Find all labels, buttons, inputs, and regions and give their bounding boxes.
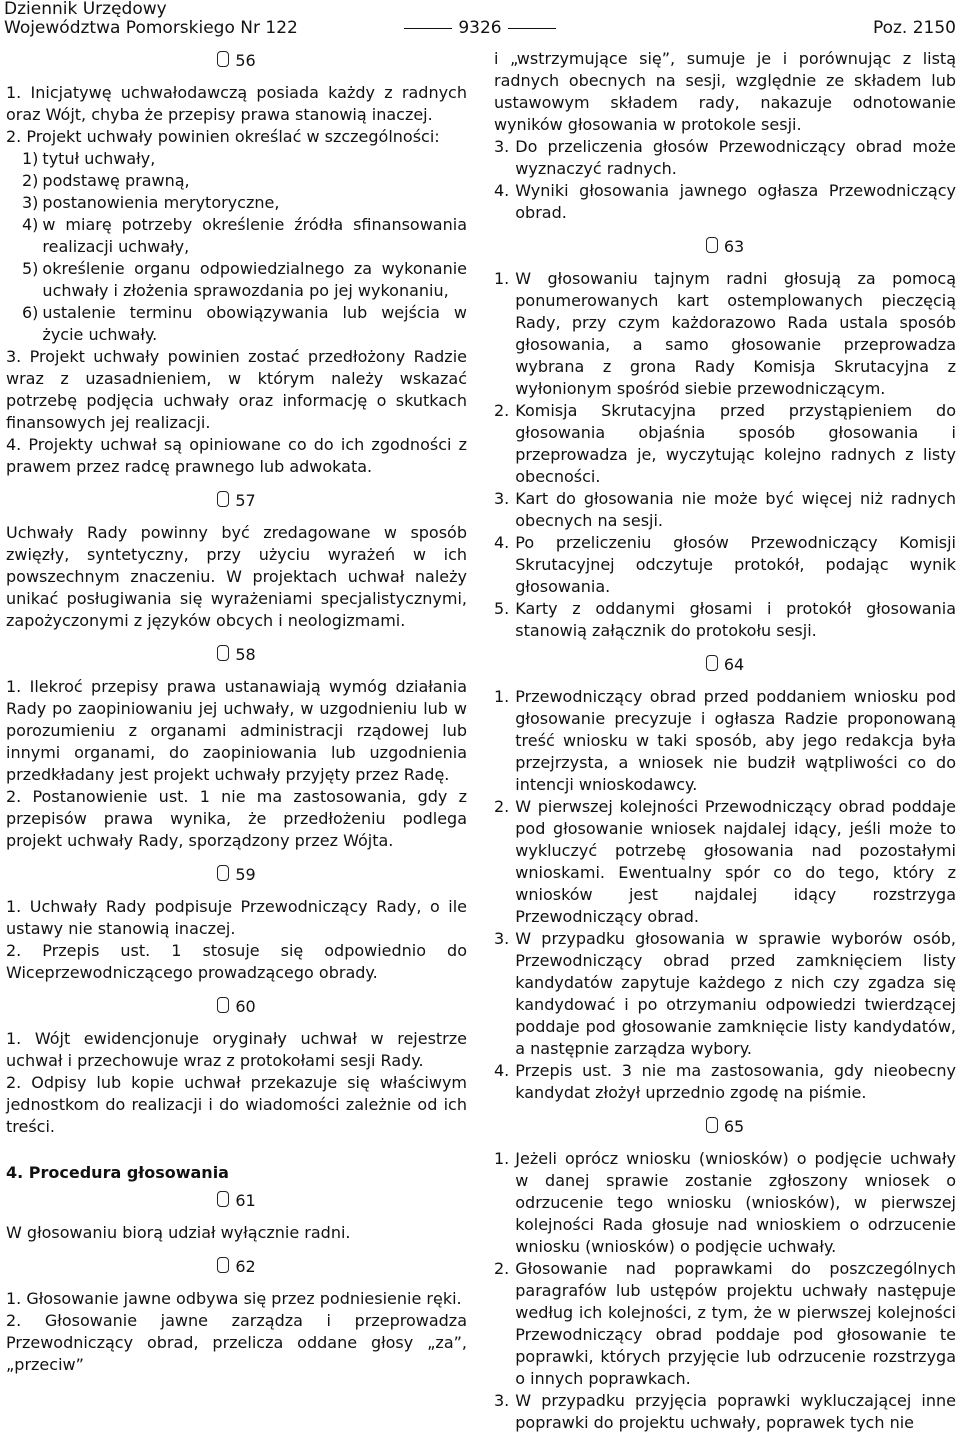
section-number: 60 bbox=[235, 997, 256, 1016]
section-sign-icon bbox=[706, 1117, 718, 1133]
list-item-text: W przypadku przyjęcia poprawki wykluczającej inne poprawki do projektu uchwały, poprawek tych nie bbox=[515, 1391, 956, 1432]
paragraph: 1. Wójt ewidencjonuje oryginały uchwał w rejestrze uchwał i przechowuje wraz z protokołami sesji Rady. bbox=[6, 1029, 467, 1070]
section-heading-59 bbox=[6, 864, 467, 886]
list-item-number: 2. bbox=[494, 1259, 510, 1278]
list-item-text: Komisja Skrutacyjna przed przystąpieniem do głosowania objaśnia sposób głosowania i przeprowadza je, wyczytując kolejno radnych z listy obecności. bbox=[515, 401, 956, 486]
section-heading-57 bbox=[6, 490, 467, 512]
page-number bbox=[0, 19, 960, 38]
list-item-text: Do przeliczenia głosów Przewodniczący obrad może wyznaczyć radnych. bbox=[515, 137, 956, 178]
list-item bbox=[6, 214, 467, 258]
journal-title-line1: Dziennik Urzędowy bbox=[4, 0, 167, 19]
list-item-text: Po przeliczeniu głosów Przewodniczący Komisji Skrutacyjnej odczytuje protokół, podając wynik głosowania. bbox=[515, 533, 956, 596]
section-sign-icon bbox=[217, 1257, 229, 1273]
list-item bbox=[6, 302, 467, 346]
list-item-number: 1) bbox=[22, 149, 39, 168]
list-item-text: Przepis ust. 3 nie ma zastosowania, gdy nieobecny kandydat złożył uprzednio zgodę na piśmie. bbox=[515, 1061, 956, 1102]
section-heading-62 bbox=[6, 1256, 467, 1278]
section-heading-65 bbox=[494, 1116, 956, 1138]
section-heading-63 bbox=[494, 236, 956, 258]
list-item-number: 4. bbox=[494, 181, 510, 200]
list-item bbox=[494, 1258, 956, 1390]
list-item-number: 2. bbox=[494, 797, 510, 816]
paragraph: Uchwały Rady powinny być zredagowane w sposób zwięzły, syntetyczny, przy użyciu wyrażeń w ich powszechnym znaczeniu. W projektach uchwał należy unikać posługiwania się wyrażeniami specjalistycznymi, zapożyczonymi z języków obcych i neologizmami. bbox=[6, 523, 467, 630]
section-heading-56 bbox=[6, 50, 467, 72]
list-item bbox=[494, 686, 956, 796]
list-item bbox=[494, 796, 956, 928]
section-sign-icon bbox=[217, 491, 229, 507]
paragraph-text: Projekt uchwały powinien określać w szczególności: bbox=[26, 127, 440, 146]
section-heading-58 bbox=[6, 644, 467, 666]
paragraph: W głosowaniu biorą udział wyłącznie radni. bbox=[6, 1223, 351, 1242]
list-item-number: 6) bbox=[22, 303, 39, 322]
right-column bbox=[494, 48, 956, 1434]
list-item-number: 3) bbox=[22, 193, 39, 212]
section-sign-icon bbox=[217, 865, 229, 881]
list-item bbox=[6, 148, 467, 170]
list-item-text: Głosowanie nad poprawkami do poszczególnych paragrafów lub ustępów projektu uchwały następuje według ich kolejności, z tym, że w pierwszej kolejności Przewodniczący obrad poddaje pod głosowanie te poprawki, których przyjęcie lub odrzucenie rozstrzyga o innych poprawkach. bbox=[515, 1259, 956, 1388]
section-number: 56 bbox=[235, 51, 256, 70]
section-sign-icon bbox=[217, 51, 229, 67]
section-heading-64 bbox=[494, 654, 956, 676]
section-number: 61 bbox=[235, 1191, 256, 1210]
list-item-number: 2. bbox=[494, 401, 510, 420]
paragraph bbox=[6, 126, 467, 148]
list-item bbox=[494, 400, 956, 488]
section-sign-icon bbox=[706, 237, 718, 253]
paragraph: 2. Odpisy lub kopie uchwał przekazuje się właściwym jednostkom do realizacji i do wiadomości zależnie od ich treści. bbox=[6, 1073, 467, 1136]
list-item-text: Przewodniczący obrad przed poddaniem wniosku pod głosowanie precyzuje i ogłasza Radzie proponowaną treść wniosku w taki sposób, aby jego redakcja była przejrzysta, a wniosek nie budził wątpliwości co do intencji wnioskodawcy. bbox=[515, 687, 956, 794]
section-sign-icon bbox=[706, 655, 718, 671]
section-number: 63 bbox=[723, 237, 745, 256]
section-sign-icon bbox=[217, 645, 229, 661]
list-item-text: podstawę prawną, bbox=[42, 171, 190, 190]
list-item bbox=[494, 268, 956, 400]
list-item-number: 5. bbox=[494, 599, 510, 618]
list-item-text: W przypadku głosowania w sprawie wyborów osób, Przewodniczący obrad przed zamknięciem listy kandydatów zapytuje każdego z nich czy zgadza się kandydować i po otrzymaniu odpowiedzi twierdzącej poddaje pod głosowanie zamknięcie listy kandydatów, a następnie zarządza wybory. bbox=[515, 929, 956, 1058]
left-column bbox=[6, 48, 467, 1376]
chapter-heading: 4. Procedura głosowania bbox=[6, 1163, 229, 1182]
section-number: 64 bbox=[723, 655, 745, 674]
section-sign-icon bbox=[217, 997, 229, 1013]
section-number: 65 bbox=[723, 1117, 745, 1136]
list-item bbox=[494, 532, 956, 598]
list-item-number: 4) bbox=[22, 215, 39, 234]
list-item-text: w miarę potrzeby określenie źródła sfinansowania realizacji uchwały, bbox=[42, 215, 467, 256]
list-item-number: 4. bbox=[494, 533, 510, 552]
list-item bbox=[6, 258, 467, 302]
list-item-number: 1. bbox=[494, 269, 510, 288]
list-item bbox=[494, 488, 956, 532]
list-item-number: 1. bbox=[494, 1149, 510, 1168]
list-item-number: 3. bbox=[494, 137, 510, 156]
dash-right bbox=[508, 28, 556, 29]
paragraph: 1. Uchwały Rady podpisuje Przewodniczący Rady, o ile ustawy nie stanowią inaczej. bbox=[6, 897, 467, 938]
list-item bbox=[494, 1060, 956, 1104]
list-item-number: 1. bbox=[494, 687, 510, 706]
list-item-text: określenie organu odpowiedzialnego za wykonanie uchwały i złożenia sprawozdania po jej wykonaniu, bbox=[42, 259, 467, 300]
list-item bbox=[494, 598, 956, 642]
section-heading-61 bbox=[6, 1190, 467, 1212]
position-number: Poz. 2150 bbox=[872, 18, 956, 38]
list-item-text: Jeżeli oprócz wniosku (wniosków) o podjęcie uchwały w danej sprawie zostanie zgłoszony wniosek o odrzucenie tego wniosku (wniosków), w pierwszej kolejności Rada głosuje nad wnioskiem o odrzucenie wniosku (wniosków) o podjęcie uchwały. bbox=[515, 1149, 956, 1256]
journal-title-line2: Województwa Pomorskiego Nr 122 bbox=[4, 18, 298, 38]
list-item-number: 3. bbox=[494, 489, 510, 508]
list-item-text: tytuł uchwały, bbox=[42, 149, 156, 168]
section-heading-60 bbox=[6, 996, 467, 1018]
dash-left bbox=[404, 28, 452, 29]
list-item-number: 4. bbox=[494, 1061, 510, 1080]
page-header bbox=[0, 0, 960, 44]
section-number: 57 bbox=[235, 491, 256, 510]
list-item-text: W pierwszej kolejności Przewodniczący obrad poddaje pod głosowanie wniosek najdalej idący, jeśli może to wykluczyć potrzebę głosowania nad pozostałymi wnioskami. Ewentualny spór co do tego, który z wniosków jest najdalej idący rozstrzyga Przewodniczący obrad. bbox=[515, 797, 956, 926]
paragraph: 2. Przepis ust. 1 stosuje się odpowiednio do Wiceprzewodniczącego prowadzącego obrady. bbox=[6, 941, 467, 982]
list-item-text: W głosowaniu tajnym radni głosują za pomocą ponumerowanych kart ostemplowanych pieczęcią Rady, przy czym każdorazowo Rada ustala sposób głosowania, a samo głosowanie przeprowadza wybrana z grona Rady Komisja Skrutacyjna z wyłonionym spośród siebie przewodniczącym. bbox=[515, 269, 956, 398]
list-item bbox=[494, 1390, 956, 1434]
list-item bbox=[494, 180, 956, 224]
paragraph: 3. Projekt uchwały powinien zostać przedłożony Radzie wraz z uzasadnieniem, w którym należy wskazać potrzebę podjęcia uchwały oraz informację o skutkach finansowych jej realizacji. bbox=[6, 347, 467, 432]
list-item-text: Kart do głosowania nie może być więcej niż radnych obecnych na sesji. bbox=[515, 489, 956, 530]
list-item-number: 3. bbox=[494, 1391, 510, 1410]
list-item bbox=[494, 928, 956, 1060]
list-item-text: postanowienia merytoryczne, bbox=[42, 193, 280, 212]
paragraph: 2. Postanowienie ust. 1 nie ma zastosowania, gdy z przepisów prawa wynika, że przedłożeniu podlega projekt uchwały Rady, sporządzony przez Wójta. bbox=[6, 787, 467, 850]
list-item-text: Wyniki głosowania jawnego ogłasza Przewodniczący obrad. bbox=[515, 181, 956, 222]
paragraph: 1. Inicjatywę uchwałodawczą posiada każdy z radnych oraz Wójt, chyba że przepisy prawa stanowią inaczej. bbox=[6, 83, 467, 124]
section-number: 62 bbox=[235, 1257, 256, 1276]
paragraph: 4. Projekty uchwał są opiniowane co do ich zgodności z prawem przez radcę prawnego lub adwokata. bbox=[6, 435, 467, 476]
paragraph-number: 2. bbox=[6, 127, 22, 146]
list-item bbox=[494, 1148, 956, 1258]
section-number: 58 bbox=[235, 645, 256, 664]
list-item-number: 5) bbox=[22, 259, 39, 278]
list-item bbox=[6, 192, 467, 214]
section-number: 59 bbox=[235, 865, 256, 884]
list-item-text: Karty z oddanymi głosami i protokół głosowania stanowią załącznik do protokołu sesji. bbox=[515, 599, 956, 640]
section-sign-icon bbox=[217, 1191, 229, 1207]
list-item bbox=[494, 136, 956, 180]
list-item bbox=[6, 170, 467, 192]
paragraph: 2. Głosowanie jawne zarządza i przeprowadza Przewodniczący obrad, przelicza oddane głosy „za”, „przeciw” bbox=[6, 1311, 467, 1374]
page-number-text: 9326 bbox=[458, 18, 502, 38]
list-item-number: 3. bbox=[494, 929, 510, 948]
list-item-number: 2) bbox=[22, 171, 39, 190]
paragraph-continuation: i „wstrzymujące się”, sumuje je i porównując z listą radnych obecnych na sesji, względnie ze składem lub ustawowym składem rady, nakazuje odnotowanie wyników głosowania w protokole sesji. bbox=[494, 49, 956, 134]
paragraph: 1. Głosowanie jawne odbywa się przez podniesienie ręki. bbox=[6, 1289, 462, 1308]
list-item-text: ustalenie terminu obowiązywania lub wejścia w życie uchwały. bbox=[42, 303, 467, 344]
paragraph: 1. Ilekroć przepisy prawa ustanawiają wymóg działania Rady po zaopiniowaniu jej uchwały, w uzgodnieniu lub w porozumieniu z organami administracji rządowej lub innymi organami, do zaopiniowania lub uzgodnienia przedkładany jest projekt uchwały przyjęty przez Radę. bbox=[6, 677, 467, 784]
